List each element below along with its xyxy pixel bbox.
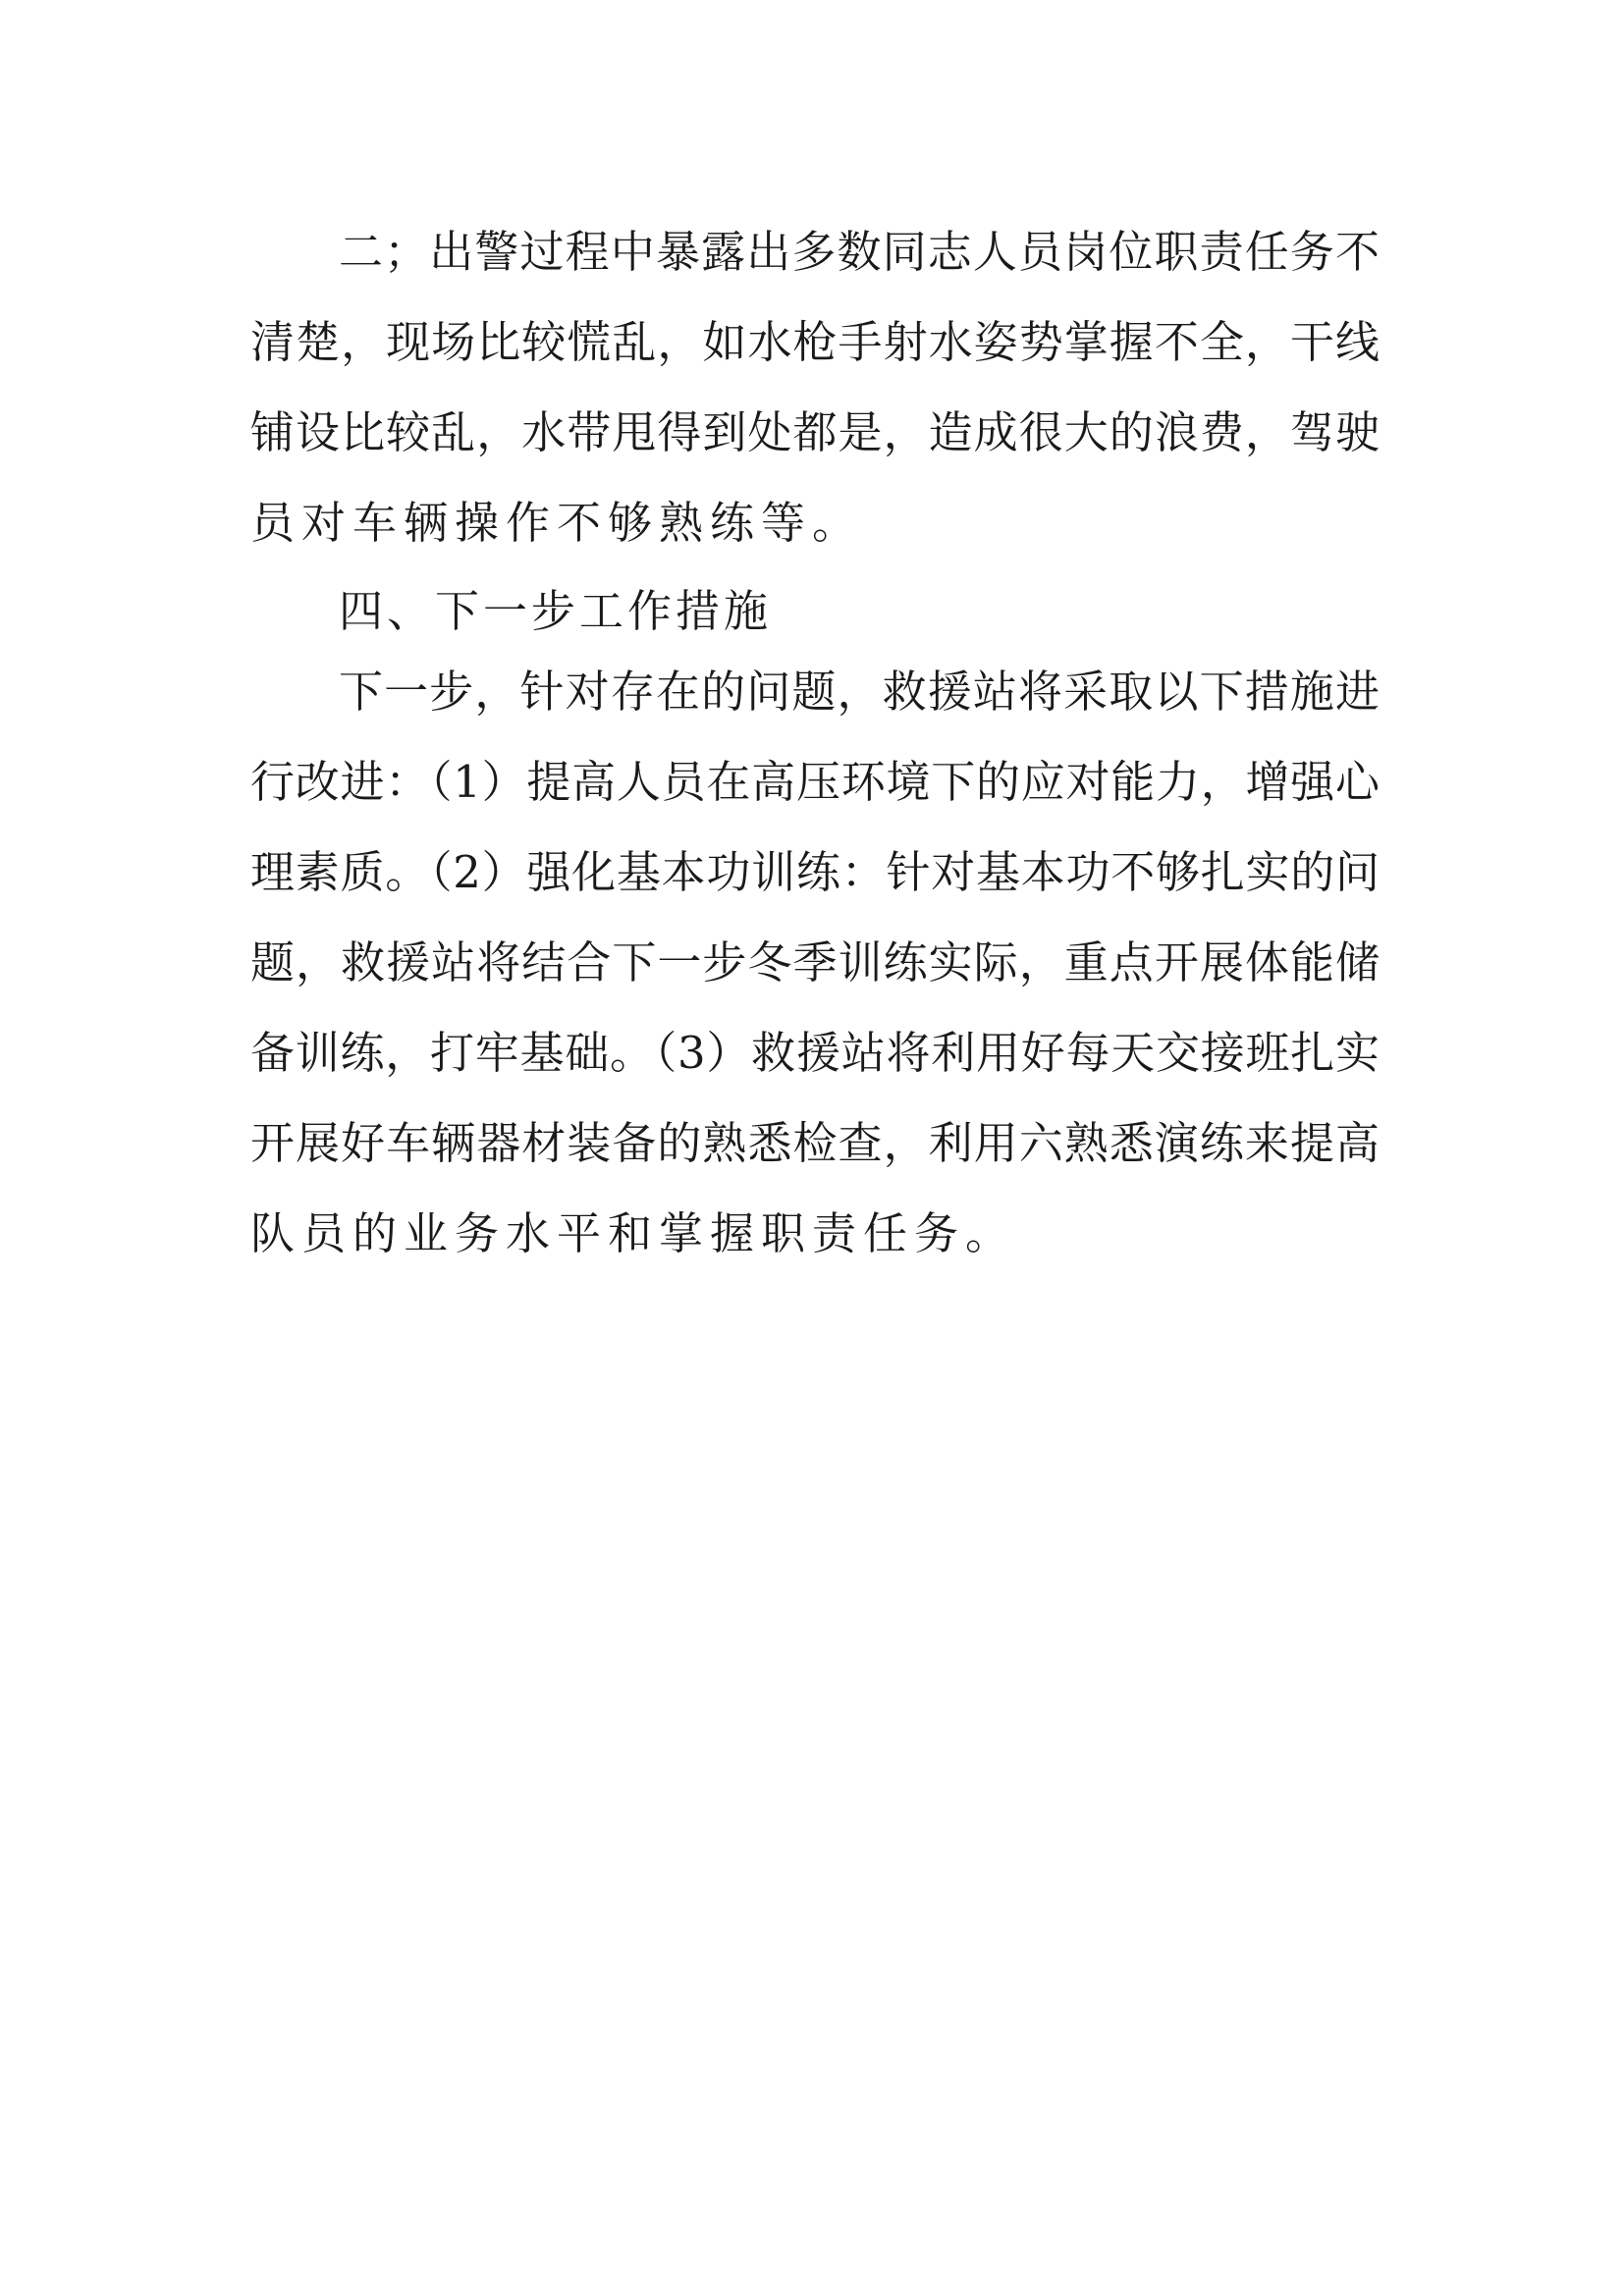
paragraph-line: 清楚，现场比较慌乱，如水枪手射水姿势掌握不全，干线 bbox=[250, 316, 1380, 368]
paragraph-line: 行改进：（1）提高人员在高压环境下的应对能力，增强心 bbox=[250, 756, 1380, 808]
paragraph-line: 开展好车辆器材装备的熟悉检查，利用六熟悉演练来提高 bbox=[250, 1117, 1380, 1169]
section-heading: 四、下一步工作措施 bbox=[339, 585, 773, 637]
paragraph-line: 下一步，针对存在的问题，救援站将采取以下措施进 bbox=[339, 666, 1380, 718]
paragraph-line: 题，救援站将结合下一步冬季训练实际，重点开展体能储 bbox=[250, 936, 1380, 988]
paragraph-line: 备训练，打牢基础。（3）救援站将利用好每天交接班扎实 bbox=[250, 1027, 1380, 1079]
paragraph-line: 员对车辆操作不够熟练等。 bbox=[250, 497, 864, 549]
paragraph-line: 铺设比较乱，水带甩得到处都是，造成很大的浪费，驾驶 bbox=[250, 406, 1380, 458]
paragraph-line: 队员的业务水平和掌握职责任务。 bbox=[250, 1207, 1017, 1259]
paragraph-line: 二；出警过程中暴露出多数同志人员岗位职责任务不 bbox=[339, 226, 1380, 278]
paragraph-line: 理素质。（2）强化基本功训练：针对基本功不够扎实的问 bbox=[250, 846, 1380, 898]
